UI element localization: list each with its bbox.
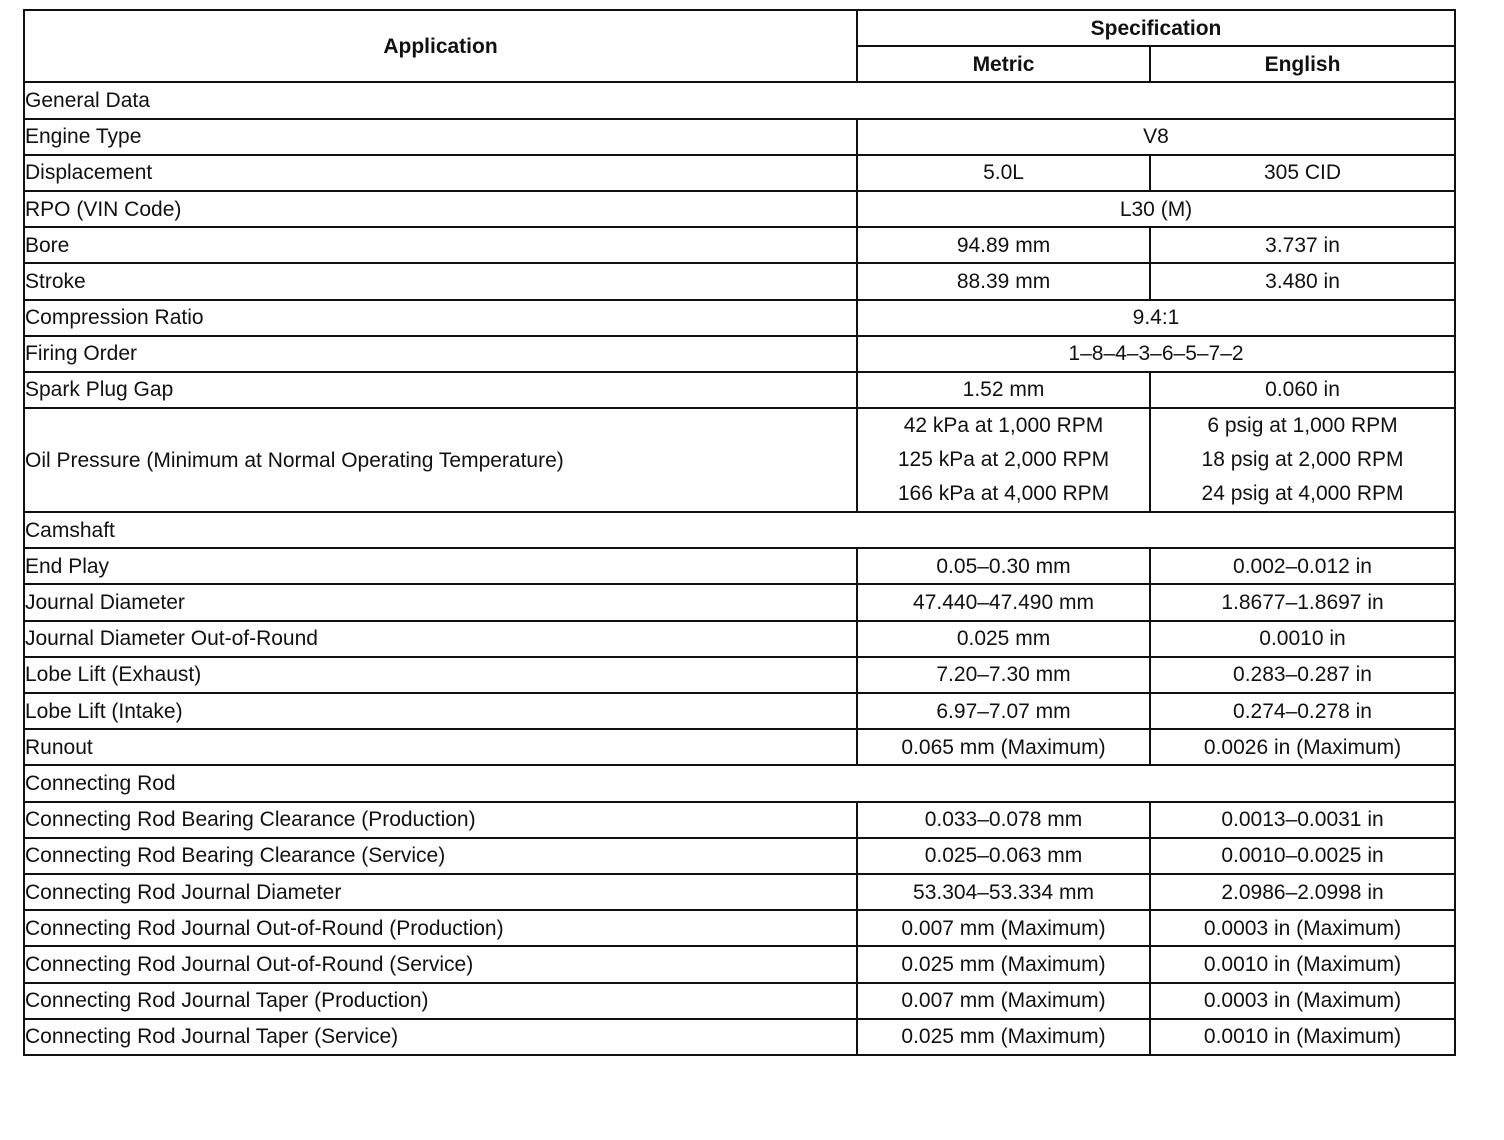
row-label: Lobe Lift (Exhaust): [24, 657, 857, 693]
row-label: Journal Diameter Out-of-Round: [24, 621, 857, 657]
row-label: Spark Plug Gap: [24, 372, 857, 408]
row-label: Runout: [24, 729, 857, 765]
row-english: 0.283–0.287 in: [1150, 657, 1455, 693]
table-row: [24, 657, 1455, 693]
table-row: [24, 300, 1455, 336]
row-metric: 7.20–7.30 mm: [857, 657, 1150, 693]
row-english: 305 CID: [1150, 155, 1455, 191]
row-english: 0.002–0.012 in: [1150, 548, 1455, 584]
row-english: 0.274–0.278 in: [1150, 693, 1455, 729]
table-row: [24, 372, 1455, 408]
row-metric: 1.52 mm: [857, 372, 1150, 408]
row-label: Connecting Rod Journal Out-of-Round (Production): [24, 910, 857, 946]
row-english: 0.0013–0.0031 in: [1150, 802, 1455, 838]
row-value: 9.4:1: [857, 300, 1455, 336]
row-label: Bore: [24, 227, 857, 263]
table-row: [24, 227, 1455, 263]
row-english: 0.0010 in (Maximum): [1150, 946, 1455, 982]
metric-header: Metric: [857, 46, 1150, 82]
row-label: RPO (VIN Code): [24, 191, 857, 227]
section-row: [24, 82, 1455, 118]
row-metric: 0.025 mm (Maximum): [857, 1019, 1150, 1055]
table-row: [24, 621, 1455, 657]
table-row: [24, 548, 1455, 584]
row-value: L30 (M): [857, 191, 1455, 227]
section-title-general: General Data: [24, 82, 1455, 118]
row-english: 3.737 in: [1150, 227, 1455, 263]
oil-metric-line: 166 kPa at 4,000 RPM: [897, 482, 1110, 506]
table-row: [24, 584, 1455, 620]
row-metric: 0.065 mm (Maximum): [857, 729, 1150, 765]
row-english: 0.0026 in (Maximum): [1150, 729, 1455, 765]
table-row: [24, 983, 1455, 1019]
row-metric: 47.440–47.490 mm: [857, 584, 1150, 620]
row-label: Stroke: [24, 263, 857, 299]
row-english: 2.0986–2.0998 in: [1150, 874, 1455, 910]
row-value: 1–8–4–3–6–5–7–2: [857, 336, 1455, 372]
table-row: [24, 874, 1455, 910]
row-label: Connecting Rod Journal Diameter: [24, 874, 857, 910]
table-row: [24, 1019, 1455, 1055]
row-label: Firing Order: [24, 336, 857, 372]
section-row: [24, 765, 1455, 801]
row-metric: 0.033–0.078 mm: [857, 802, 1150, 838]
table-row: [24, 119, 1455, 155]
oil-english-line: 18 psig at 2,000 RPM: [1201, 448, 1404, 472]
table-row: [24, 191, 1455, 227]
row-label: Oil Pressure (Minimum at Normal Operating Temperature): [24, 408, 857, 512]
section-title-connecting-rod: Connecting Rod: [24, 765, 1455, 801]
row-label: Displacement: [24, 155, 857, 191]
row-metric: 0.007 mm (Maximum): [857, 910, 1150, 946]
table-row: [24, 838, 1455, 874]
section-title-camshaft: Camshaft: [24, 512, 1455, 548]
row-english: 0.0003 in (Maximum): [1150, 983, 1455, 1019]
oil-metric-line: 125 kPa at 2,000 RPM: [897, 448, 1110, 472]
row-metric: [857, 408, 1150, 512]
table-row: [24, 155, 1455, 191]
row-metric: 0.025 mm (Maximum): [857, 946, 1150, 982]
row-value: V8: [857, 119, 1455, 155]
row-metric: 53.304–53.334 mm: [857, 874, 1150, 910]
table-row: [24, 729, 1455, 765]
row-english: 3.480 in: [1150, 263, 1455, 299]
row-label: Connecting Rod Journal Taper (Production): [24, 983, 857, 1019]
row-english: 0.0003 in (Maximum): [1150, 910, 1455, 946]
row-english: 0.0010 in (Maximum): [1150, 1019, 1455, 1055]
specification-table: [23, 9, 1456, 1056]
row-metric: 0.007 mm (Maximum): [857, 983, 1150, 1019]
row-label: End Play: [24, 548, 857, 584]
row-label: Connecting Rod Journal Out-of-Round (Service): [24, 946, 857, 982]
row-metric: 0.05–0.30 mm: [857, 548, 1150, 584]
table-row: [24, 946, 1455, 982]
row-english: 1.8677–1.8697 in: [1150, 584, 1455, 620]
table-row: [24, 336, 1455, 372]
row-label: Compression Ratio: [24, 300, 857, 336]
row-label: Connecting Rod Journal Taper (Service): [24, 1019, 857, 1055]
row-metric: 0.025–0.063 mm: [857, 838, 1150, 874]
section-row: [24, 512, 1455, 548]
row-label: Lobe Lift (Intake): [24, 693, 857, 729]
row-metric: 88.39 mm: [857, 263, 1150, 299]
row-english: 0.0010–0.0025 in: [1150, 838, 1455, 874]
table-row: [24, 910, 1455, 946]
row-metric: 94.89 mm: [857, 227, 1150, 263]
row-english: 0.0010 in: [1150, 621, 1455, 657]
table-row: [24, 263, 1455, 299]
english-header: English: [1150, 46, 1455, 82]
table-row: [24, 802, 1455, 838]
row-label: Connecting Rod Bearing Clearance (Service): [24, 838, 857, 874]
specification-header: Specification: [857, 10, 1455, 46]
oil-metric-line: 42 kPa at 1,000 RPM: [903, 414, 1104, 438]
row-english: [1150, 408, 1455, 512]
row-label: Engine Type: [24, 119, 857, 155]
table-row: [24, 693, 1455, 729]
row-label: Connecting Rod Bearing Clearance (Production): [24, 802, 857, 838]
row-label: Journal Diameter: [24, 584, 857, 620]
row-metric: 5.0L: [857, 155, 1150, 191]
table-row-oil-pressure: [24, 408, 1455, 512]
oil-english-line: 24 psig at 4,000 RPM: [1201, 482, 1404, 506]
row-english: 0.060 in: [1150, 372, 1455, 408]
row-metric: 6.97–7.07 mm: [857, 693, 1150, 729]
row-metric: 0.025 mm: [857, 621, 1150, 657]
application-header: Application: [24, 10, 857, 82]
oil-english-line: 6 psig at 1,000 RPM: [1207, 414, 1398, 438]
